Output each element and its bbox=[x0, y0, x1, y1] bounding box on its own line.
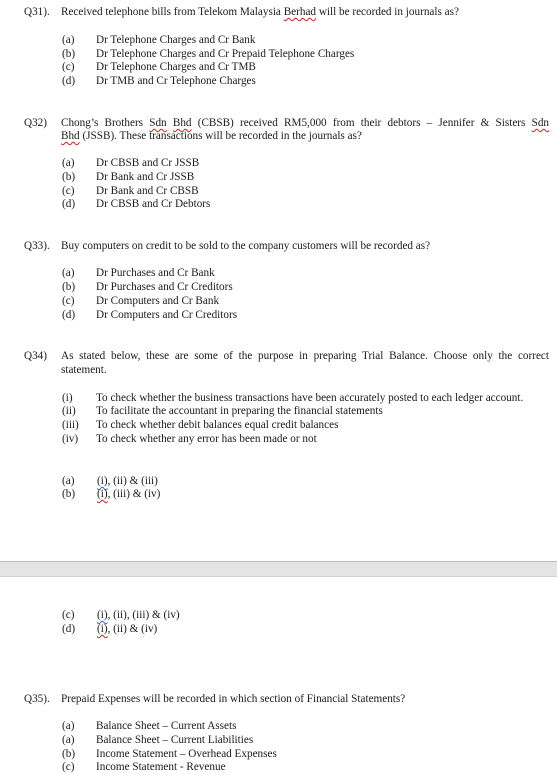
q34-answer-text: (i), (ii) & (iv) bbox=[97, 623, 158, 635]
q34-answer-text: (i), (ii) & (iii) bbox=[97, 475, 158, 487]
q31-option-text: Dr TMB and Cr Telephone Charges bbox=[96, 75, 256, 87]
q35-option-text: Income Statement - Revenue bbox=[96, 761, 226, 773]
q31-question: Received telephone bills from Telekom Malaysia Berhad will be recorded in journals as? bbox=[61, 6, 459, 18]
q31-option-label: (a) bbox=[62, 34, 75, 46]
spellcheck-flag: Sdn bbox=[531, 117, 550, 129]
q32-option-label: (a) bbox=[62, 157, 75, 169]
spellcheck-flag: Bhd bbox=[61, 130, 80, 142]
q35-number: Q35). bbox=[24, 693, 50, 705]
q33-option-text: Dr Computers and Cr Bank bbox=[96, 295, 220, 307]
q33-option-label: (a) bbox=[62, 267, 75, 279]
q34-statement-text: To check whether the business transactions have been accurately posted to each ledger account. bbox=[96, 392, 524, 404]
q32-option-label: (c) bbox=[62, 185, 75, 197]
q33-option-label: (d) bbox=[62, 309, 76, 321]
q31-option-text: Dr Telephone Charges and Cr Bank bbox=[96, 34, 256, 46]
q34-statement-label: (iii) bbox=[62, 419, 79, 431]
q32-question-line-1: Chong’s Brothers Sdn Bhd (CBSB) received RM5,000 from their debtors – Jennifer & Sisters Sdn bbox=[61, 117, 550, 129]
q32-option-text: Dr CBSB and Cr JSSB bbox=[96, 157, 200, 169]
spellcheck-flag: Bhd bbox=[172, 117, 192, 129]
q33-option-text: Dr Purchases and Cr Bank bbox=[96, 267, 215, 279]
q34-statement-text: To check whether debit balances equal credit balances bbox=[96, 419, 339, 431]
q35-option-label: (a) bbox=[62, 720, 75, 732]
q32-question-line-2: Bhd (JSSB). These transactions will be recorded in the journals as? bbox=[61, 130, 362, 142]
q32-option-text: Dr CBSB and Cr Debtors bbox=[96, 198, 211, 210]
q34-answer-text: (i), (iii) & (iv) bbox=[97, 488, 161, 500]
q33-option-label: (b) bbox=[62, 281, 76, 293]
q33-option-label: (c) bbox=[62, 295, 75, 307]
q35-option-label: (a) bbox=[62, 734, 75, 746]
q34-question-line-1: As stated below, these are some of the purpose in preparing Trial Balance. Choose only the correct bbox=[61, 350, 549, 362]
q32-number: Q32) bbox=[24, 117, 47, 129]
q31-number: Q31). bbox=[24, 6, 50, 18]
q34-answer-label: (c) bbox=[62, 609, 75, 621]
q33-option-text: Dr Computers and Cr Creditors bbox=[96, 309, 238, 321]
q35-question: Prepaid Expenses will be recorded in which section of Financial Statements? bbox=[61, 693, 406, 705]
q34-statement-label: (i) bbox=[62, 392, 73, 404]
q31-option-label: (d) bbox=[62, 75, 76, 87]
q32-option-label: (b) bbox=[62, 171, 76, 183]
page-break bbox=[0, 561, 557, 577]
q34-number: Q34) bbox=[24, 350, 47, 362]
q31-option-label: (c) bbox=[62, 61, 75, 73]
q31-option-label: (b) bbox=[62, 48, 76, 60]
q31-option-text: Dr Telephone Charges and Cr TMB bbox=[96, 61, 256, 73]
q33-option-text: Dr Purchases and Cr Creditors bbox=[96, 281, 233, 293]
q35-option-text: Balance Sheet – Current Liabilities bbox=[96, 734, 254, 746]
q34-statement-label: (ii) bbox=[62, 405, 76, 417]
q35-option-text: Balance Sheet – Current Assets bbox=[96, 720, 237, 732]
q31-option-text: Dr Telephone Charges and Cr Prepaid Telephone Charges bbox=[96, 48, 355, 60]
q33-number: Q33). bbox=[24, 240, 50, 252]
q32-option-text: Dr Bank and Cr JSSB bbox=[96, 171, 195, 183]
grammar-flag: (i) bbox=[97, 475, 108, 487]
spellcheck-flag: (i) bbox=[97, 623, 108, 635]
document-page-2 bbox=[0, 577, 557, 775]
q34-statement-label: (iv) bbox=[62, 433, 79, 445]
q33-question: Buy computers on credit to be sold to the company customers will be recorded as? bbox=[61, 240, 431, 252]
spellcheck-flag: Sdn bbox=[149, 117, 167, 129]
spellcheck-flag: Berhad bbox=[283, 6, 317, 18]
q34-answer-label: (d) bbox=[62, 623, 76, 635]
q34-answer-text: (i), (ii), (iii) & (iv) bbox=[97, 609, 180, 621]
q35-option-label: (b) bbox=[62, 748, 76, 760]
q34-statement-text: To check whether any error has been made or not bbox=[96, 433, 317, 445]
q35-option-label: (c) bbox=[62, 761, 75, 773]
q34-answer-label: (a) bbox=[62, 475, 75, 487]
q32-option-text: Dr Bank and Cr CBSB bbox=[96, 185, 199, 197]
spellcheck-flag: (i) bbox=[97, 488, 108, 500]
q32-option-label: (d) bbox=[62, 198, 76, 210]
q35-option-text: Income Statement – Overhead Expenses bbox=[96, 748, 277, 760]
grammar-flag: (i) bbox=[97, 609, 108, 621]
q34-question-line-2: statement. bbox=[61, 364, 107, 376]
q34-statement-text: To facilitate the accountant in preparing the financial statements bbox=[96, 405, 383, 417]
q34-answer-label: (b) bbox=[62, 488, 76, 500]
